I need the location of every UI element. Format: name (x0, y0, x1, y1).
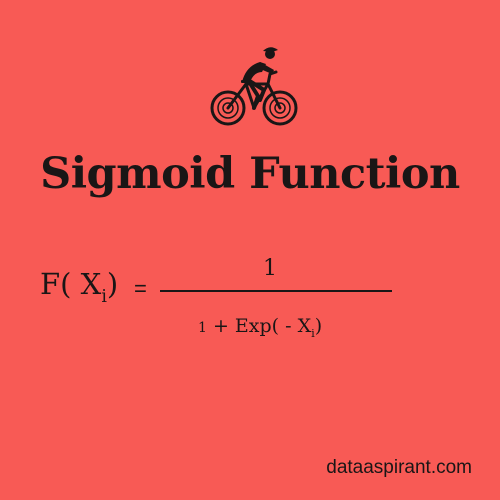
formula-left-side (40, 267, 119, 307)
formula-lhs-subscript: i (101, 286, 107, 307)
formula-lhs-close: ) (106, 267, 119, 301)
page-title: Sigmoid Function (40, 149, 460, 199)
website-credit: dataaspirant.com (326, 457, 472, 478)
formula-equals-sign: = (134, 276, 147, 301)
cyclist-icon (208, 40, 300, 132)
formula-denominator-subscript: i (311, 326, 315, 341)
formula-denominator (198, 317, 322, 340)
formula-denominator-rest: + Exp( - X (212, 315, 312, 337)
formula-numerator: 1 (263, 256, 277, 281)
formula-denominator-one: 1 (198, 320, 207, 336)
formula-denominator-close: ) (314, 315, 323, 337)
fraction-bar (160, 290, 392, 292)
formula-lhs-open: F( X (40, 267, 102, 301)
